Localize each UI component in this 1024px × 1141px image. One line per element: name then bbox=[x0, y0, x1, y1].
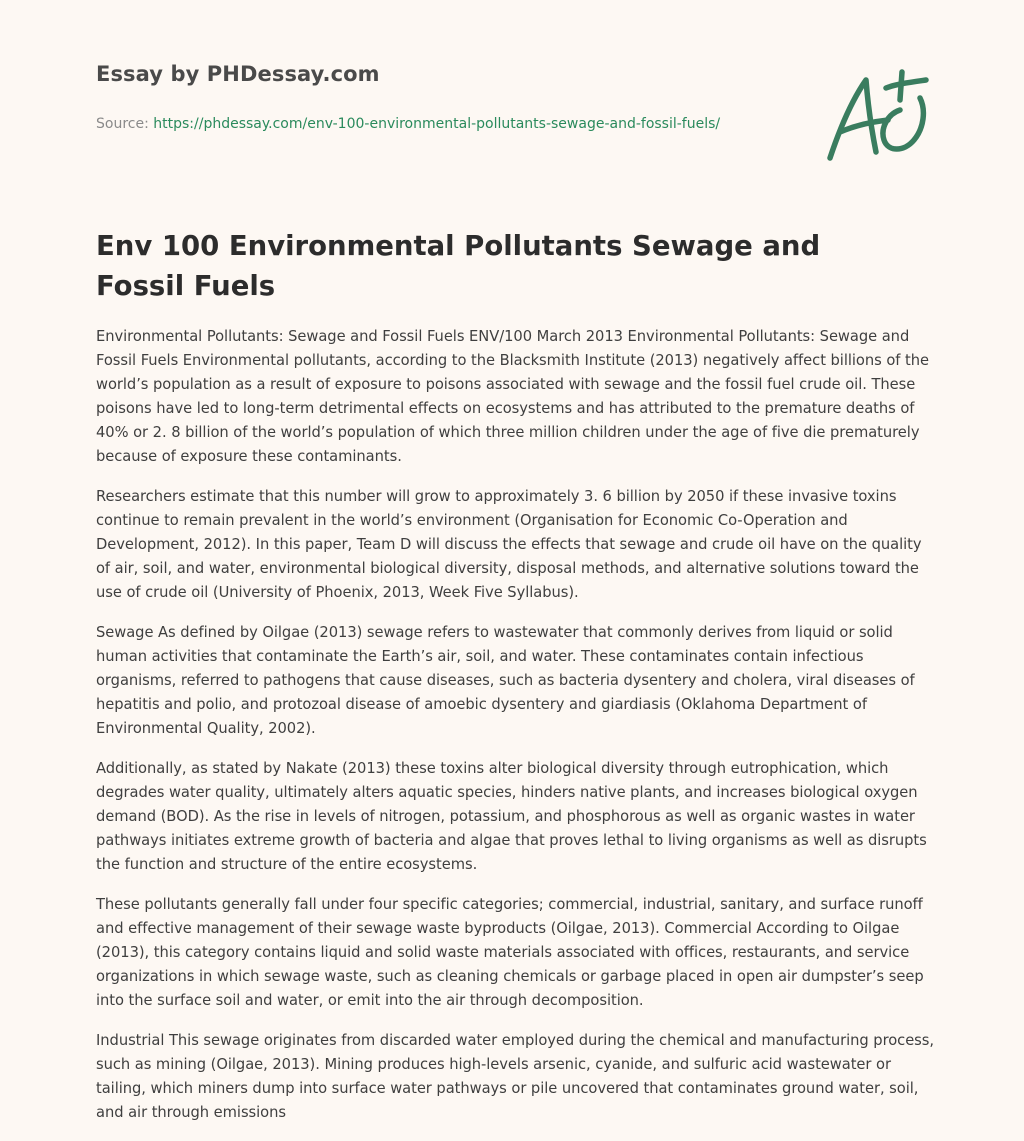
essay-paragraph: Environmental Pollutants: Sewage and Fossil Fuels ENV/100 March 2013 Environmental Pollutants: Sewage and Fossil Fuels Environmental pollutants, according to the Blacksmith Institute (2013) negatively affect billions of the world’s population as a result of exposure to poisons associated with sewage and the fossil fuel crude oil. These poisons have led to long-term detrimental effects on ecosystems and has attributed to the premature deaths of 40% or 2. 8 billion of the world’s population of which three million children under the age of five die prematurely because of exposure these contaminants. bbox=[96, 328, 929, 465]
essay-paragraph: These pollutants generally fall under four specific categories; commercial, industrial, sanitary, and surface runoff and effective management of their sewage waste byproducts (Oilgae, 2013). Commercial According to Oilgae (2013), this category contains liquid and solid waste materials associated with offices, restaurants, and service organizations in which sewage waste, such as cleaning chemicals or garbage placed in open air dumpster’s seep into the surface soil and water, or emit into the air through decomposition. bbox=[96, 896, 924, 1009]
essay-paragraph: Additionally, as stated by Nakate (2013) these toxins alter biological diversity through eutrophication, which degrades water quality, ultimately alters aquatic species, hinders native plants, and increases biological oxygen demand (BOD). As the rise in levels of nitrogen, potassium, and phosphorous as well as organic wastes in water pathways initiates extreme growth of bacteria and algae that proves lethal to living organisms as well as disrupts the function and structure of the entire ecosystems. bbox=[96, 760, 927, 873]
source-link[interactable]: https://phdessay.com/env-100-environmental-pollutants-sewage-and-fossil-fuels/ bbox=[153, 116, 721, 132]
a-plus-logo bbox=[822, 66, 932, 166]
essay-body bbox=[96, 325, 938, 1141]
header bbox=[96, 62, 736, 136]
a-plus-logo-icon bbox=[822, 66, 932, 166]
essay-paragraph: Industrial This sewage originates from discarded water employed during the chemical and manufacturing process, such as mining (Oilgae, 2013). Mining produces high-levels arsenic, cyanide, and sulfuric acid wastewater or tailing, which miners dump into surface water pathways or pile uncovered that contaminates ground water, soil, and air through emissions bbox=[96, 1032, 935, 1121]
site-title: Essay by PHDessay.com bbox=[96, 62, 380, 86]
source-label: Source: bbox=[96, 116, 154, 132]
essay-paragraph: Researchers estimate that this number will grow to approximately 3. 6 billion by 2050 if these invasive toxins continue to remain prevalent in the world’s environment (Organisation for Economic Co-Operation and Development, 2012). In this paper, Team D will discuss the effects that sewage and crude oil have on the quality of air, soil, and water, environmental biological diversity, disposal methods, and alternative solutions toward the use of crude oil (University of Phoenix, 2013, Week Five Syllabus). bbox=[96, 488, 922, 601]
essay-paragraph: Sewage As defined by Oilgae (2013) sewage refers to wastewater that commonly derives from liquid or solid human activities that contaminate the Earth’s air, soil, and water. These contaminates contain infectious organisms, referred to pathogens that cause diseases, such as bacteria dysentery and cholera, viral diseases of hepatitis and polio, and protozoal disease of amoebic dysentery and giardiasis (Oklahoma Department of Environmental Quality, 2002). bbox=[96, 624, 915, 737]
essay-title: Env 100 Environmental Pollutants Sewage and Fossil Fuels bbox=[96, 230, 821, 302]
source-line bbox=[96, 112, 736, 136]
